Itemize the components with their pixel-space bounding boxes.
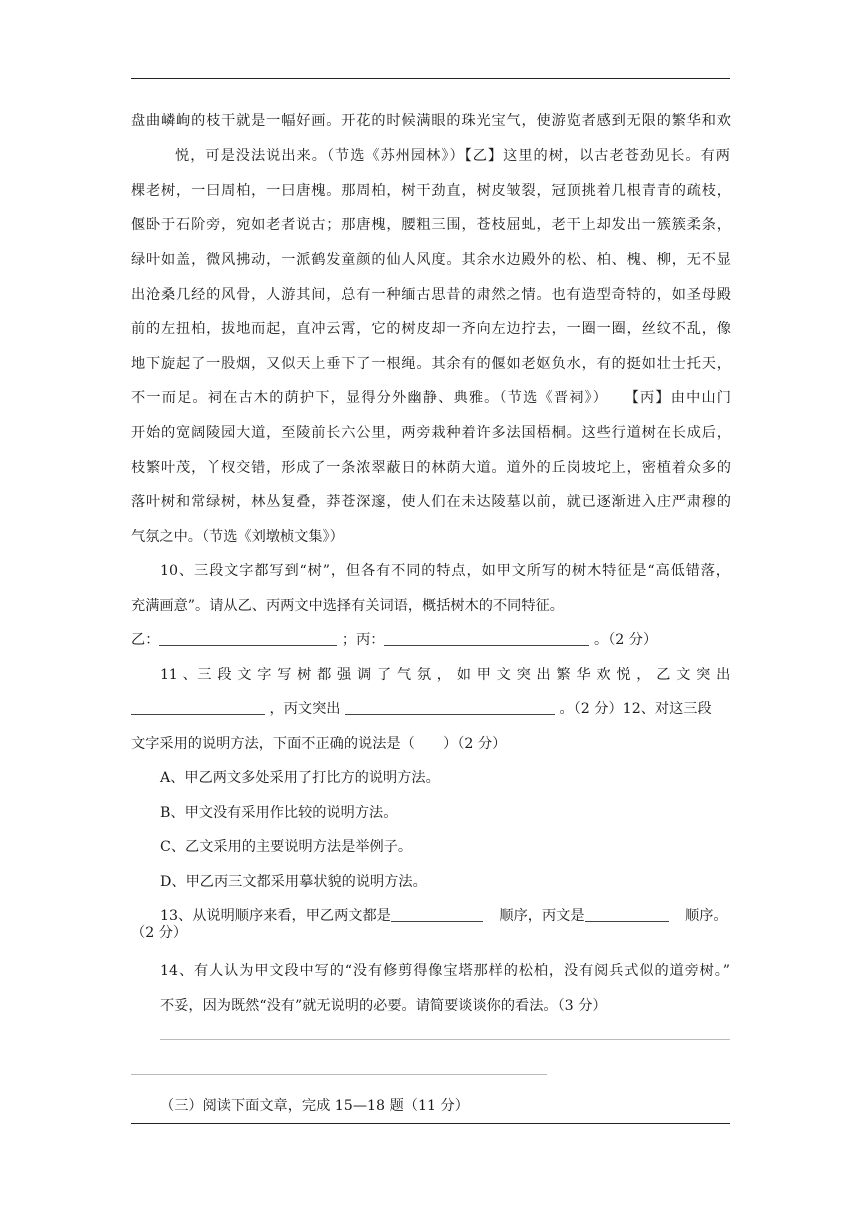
question-13-suffix: 顺序。 bbox=[685, 908, 728, 924]
question-11-mid: ，丙文突出 bbox=[269, 701, 341, 717]
passage-line: 出沧桑几经的风骨，人游其间，总有一种缅古思昔的肃然之情。也有造型奇特的，如圣母殿 bbox=[131, 287, 731, 303]
question-12-text: 文字采用的说明方法，下面不正确的说法是（ ）（2 分） bbox=[131, 736, 507, 752]
question-13-score: （2 分） bbox=[131, 925, 188, 941]
option-b: B、甲文没有采用作比较的说明方法。 bbox=[160, 805, 398, 821]
passage-line: 棵老树，一曰周柏，一曰唐槐。那周柏，树干劲直，树皮皱裂，冠顶挑着几根青青的疏枝， bbox=[131, 183, 731, 199]
question-10-answer-row bbox=[131, 630, 731, 650]
passage-line: 不一而足。祠在古木的荫护下，显得分外幽静、典雅。（节选《晋祠》） 【丙】由中山门 bbox=[131, 390, 731, 406]
answer-label-bing: ；丙： bbox=[341, 632, 385, 648]
answer-blank-yi[interactable] bbox=[159, 631, 337, 646]
option-a: A、甲乙两文多处采用了打比方的说明方法。 bbox=[160, 770, 440, 786]
passage-line: 绿叶如盖，微风拂动，一派鹤发童颜的仙人风度。其余水边殿外的松、柏、槐、柳，无不显 bbox=[131, 252, 731, 268]
question-11-text: 11 、三 段 文 字 写 树 都 强 调 了 气 氛 ， 如 甲 文 突 出 繁 华 欢 悦 ， 乙 文 突 出 bbox=[160, 667, 730, 683]
passage-line: 悦，可是没法说出来。（节选《苏州园林》）【乙】这里的树，以古老苍劲见长。有两 bbox=[175, 148, 730, 164]
question-11-answer-row bbox=[131, 699, 731, 719]
answer-blank-bing[interactable] bbox=[585, 907, 669, 922]
footer-rule bbox=[131, 1123, 730, 1124]
answer-line[interactable] bbox=[131, 1074, 547, 1075]
passage-line: 落叶树和常绿树，林丛复叠，莽苍深邃，使人们在未达陵墓以前，就已逐渐进入庄严肃穆的 bbox=[131, 494, 731, 510]
answer-blank-bing[interactable] bbox=[384, 631, 589, 646]
question-11-tail: 。（2 分）12、对这三段 bbox=[559, 701, 712, 717]
passage-line: 开始的宽阔陵园大道，至陵前长六公里，两旁栽种着许多法国梧桐。这些行道树在长成后， bbox=[131, 425, 731, 441]
passage-line: 地下旋起了一股烟，又似天上垂下了一根绳。其余有的偃如老妪负水，有的挺如壮士托天， bbox=[131, 356, 731, 372]
answer-blank-jiayi[interactable] bbox=[391, 907, 483, 922]
answer-label-yi: 乙： bbox=[131, 632, 160, 648]
answer-line[interactable] bbox=[160, 1039, 730, 1040]
option-d: D、甲乙丙三文都采用摹状貌的说明方法。 bbox=[160, 874, 427, 890]
question-13-mid: 顺序，丙文是 bbox=[499, 908, 585, 924]
question-14-text: 14、有人认为甲文段中写的“没有修剪得像宝塔那样的松柏，没有阅兵式似的道旁树。” bbox=[160, 963, 730, 979]
passage-line: 枝繁叶茂，丫杈交错，形成了一条浓翠蔽日的林荫大道。道外的丘岗坡坨上，密植着众多的 bbox=[131, 460, 731, 476]
passage-line: 盘曲嶙峋的枝干就是一幅好画。开花的时候满眼的珠光宝气，使游览者感到无限的繁华和欢 bbox=[131, 113, 731, 129]
passage-line: 偃卧于石阶旁，宛如老者说古；那唐槐，腰粗三围，苍枝屈虬，老干上却发出一簇簇柔条， bbox=[131, 217, 731, 233]
score-label: 。（2 分） bbox=[594, 632, 658, 648]
section-3-heading: （三）阅读下面文章，完成 15—18 题（11 分） bbox=[160, 1098, 469, 1114]
question-10-text: 10、三段文字都写到“树”，但各有不同的特点，如甲文所写的树木特征是“高低错落， bbox=[160, 563, 730, 579]
question-13-prefix: 13、从说明顺序来看，甲乙两文都是 bbox=[160, 908, 391, 924]
answer-blank-yi[interactable] bbox=[131, 700, 265, 715]
passage-line: 气氛之中。（节选《刘墩桢文集》） bbox=[131, 529, 344, 545]
header-rule bbox=[131, 78, 730, 79]
passage-line: 前的左扭柏，拔地而起，直冲云霄，它的树皮却一齐向左边拧去，一圈一圈，丝纹不乱，像 bbox=[131, 321, 731, 337]
question-14-text: 不妥，因为既然“没有”就无说明的必要。请简要谈谈你的看法。（3 分） bbox=[160, 998, 607, 1014]
answer-blank-bing[interactable] bbox=[345, 700, 555, 715]
option-c: C、乙文采用的主要说明方法是举例子。 bbox=[160, 839, 413, 855]
question-10-text: 充满画意”。请从乙、丙两文中选择有关词语，概括树木的不同特征。 bbox=[131, 598, 564, 614]
